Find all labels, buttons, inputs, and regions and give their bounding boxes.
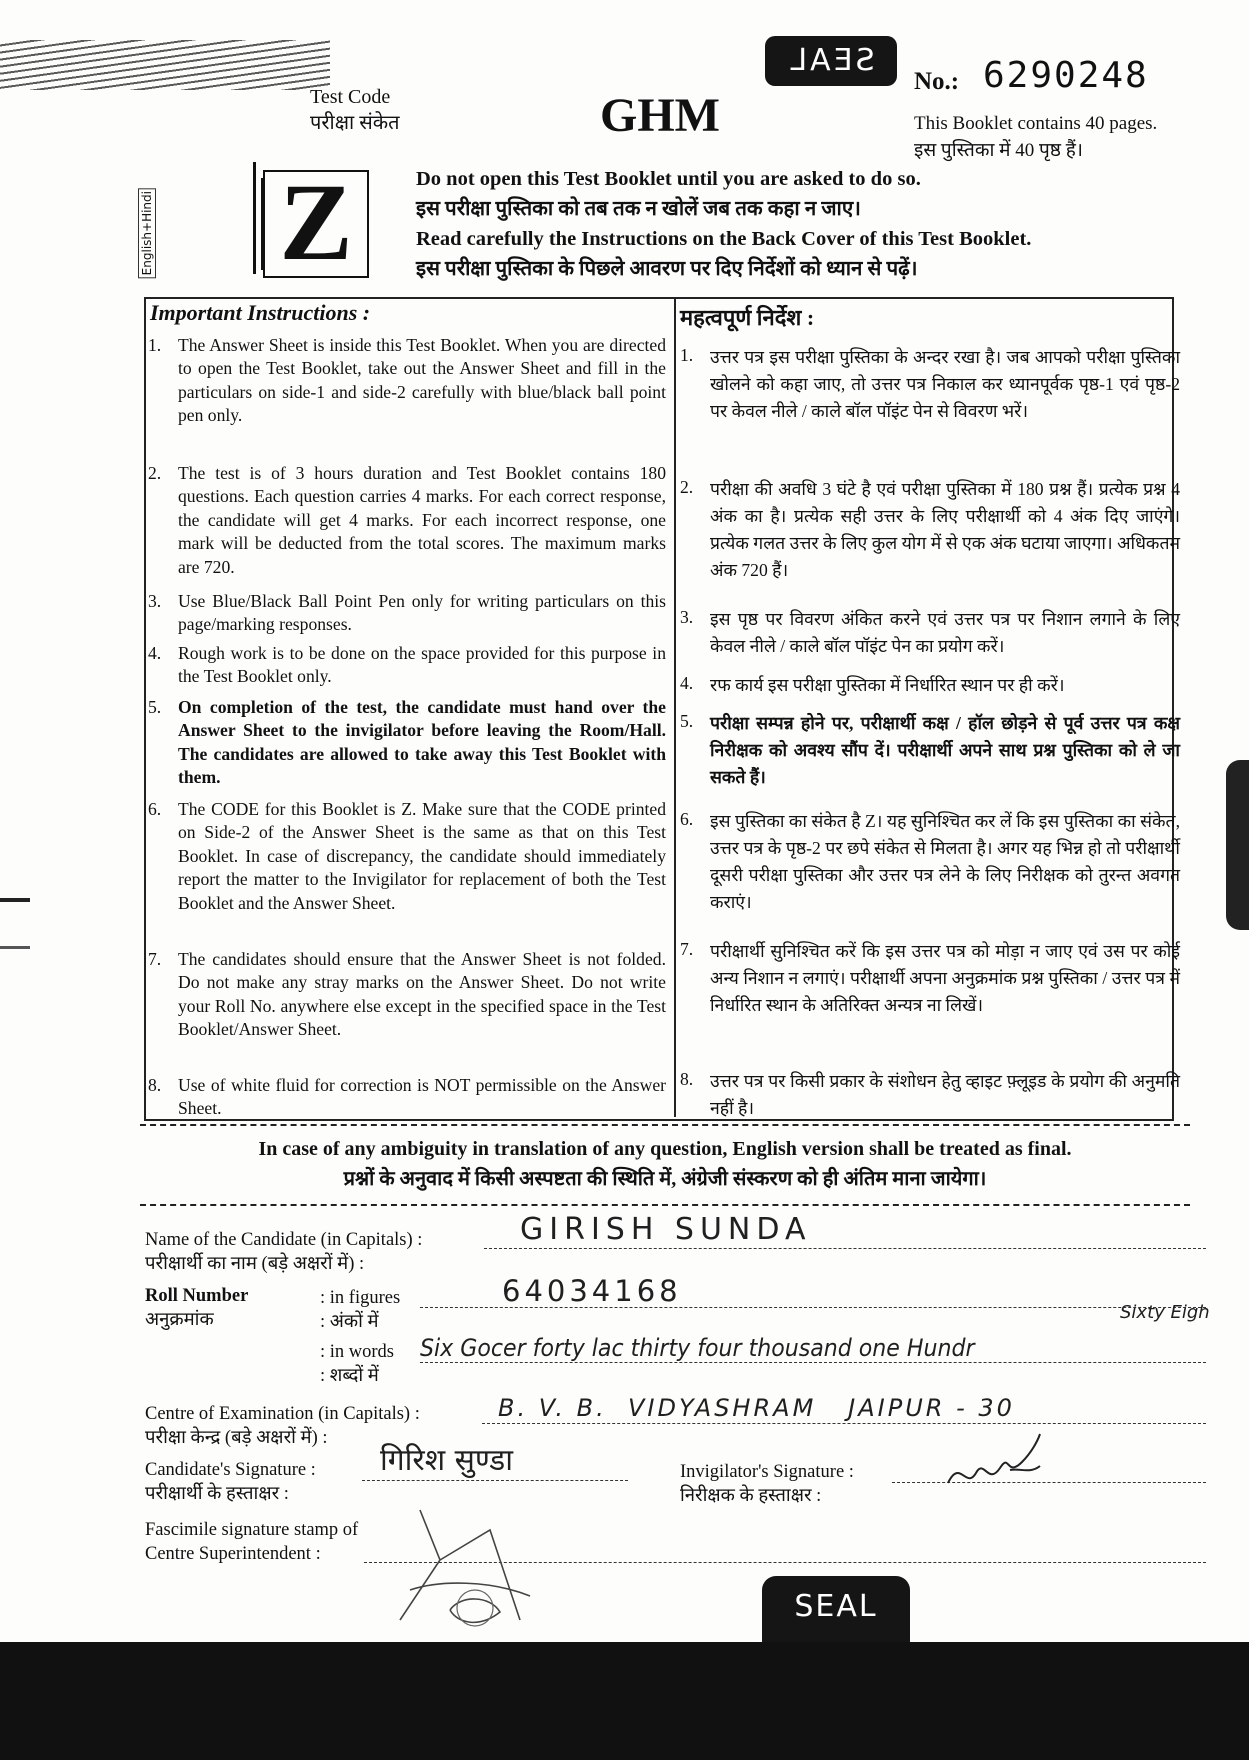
candidate-signature-label-en: Candidate's Signature : (145, 1460, 316, 1480)
top-instruction-line: Do not open this Test Booklet until you are asked to do so. (416, 168, 921, 190)
roll-figures-label-hi: : अंकों में (320, 1312, 379, 1332)
invigilator-signature-label-en: Invigilator's Signature : (680, 1462, 854, 1482)
candidate-name-label-hi: परीक्षार्थी का नाम (बड़े अक्षरों में) : (145, 1254, 365, 1274)
candidate-signature-label (145, 1458, 316, 1506)
top-instruction-line: Read carefully the Instructions on the Back Cover of this Test Booklet. (416, 228, 1032, 250)
candidate-signature-label-hi: परीक्षार्थी के हस्ताक्षर : (145, 1484, 289, 1504)
candidate-name-line (484, 1248, 1206, 1249)
page-count-hi: इस पुस्तिका में 40 पृष्ठ हैं। (914, 140, 1084, 161)
roll-words-label-en: : in words (320, 1342, 394, 1362)
roll-number-label-en: Roll Number (145, 1286, 249, 1306)
left-edge-mark (0, 946, 30, 949)
test-code-hi: परीक्षा संकेत (310, 112, 400, 134)
stamp-label (145, 1518, 358, 1566)
translation-notice-en: In case of any ambiguity in translation of any question, English version shall be treated as final. (258, 1138, 1072, 1160)
translation-notice (140, 1124, 1190, 1206)
roll-words-field[interactable]: Six Gocer forty lac thirty four thousand one Hundr (420, 1334, 975, 1362)
english-instructions-heading: Important Instructions : (150, 300, 371, 325)
language-tag: English+Hindi (138, 188, 156, 278)
hindi-instructions-list: 1. उत्तर पत्र इस परीक्षा पुस्तिका के अन्दर रखा है। जब आपको परीक्षा पुस्तिका खोलने को कहा जाए, तो उत्तर पत्र निकाल कर ध्यानपूर्वक पृष्ठ-1 एवं पृष्ठ-2 पर केवल नीले / काले बॉल पॉइंट पेन से विवरण भरें। 2. परीक्षा की अवधि 3 घंटे है एवं परीक्षा पुस्तिका में 180 प्रश्न हैं। प्रत्येक प्रश्न 4 अंक का है। प्रत्येक सही उत्तर के लिए परीक्षार्थी को 4 अंक दिए जाएंगे। प्रत्येक गलत उत्तर के लिए कुल योग में से एक अंक घटाया जाएगा। अधिकतम अंक 720 हैं। 3. इस पृष्ठ पर विवरण अंकित करने एवं उत्तर पत्र पर निशान लगाने के लिए केवल नीले / काले बॉल पॉइंट पेन का प्रयोग करें। 4. रफ कार्य इस परीक्षा पुस्तिका में निर्धारित स्थान पर ही करें। 5. परीक्षा सम्पन्न होने पर, परीक्षार्थी कक्ष / हॉल छोड़ने से पूर्व उत्तर पत्र कक्ष निरीक्षक को अवश्य सौंप दें। परीक्षार्थी अपने साथ प्रश्न पुस्तिका को ले जा सकते हैं। 6. इस पुस्तिका का संकेत है Z। यह सुनिश्चित कर लें कि इस पुस्तिका का संकेत, उत्तर पत्र के पृष्ठ-2 पर छपे संकेत से मिलता है। अगर यह भिन्न हो तो परीक्षार्थी दूसरी परीक्षा पुस्तिका और उत्तर पत्र लेने के लिए निरीक्षक को तुरन्त अवगत कराएं। 7. परीक्षार्थी सुनिश्चित करें कि इस उत्तर पत्र को मोड़ा न जाए एवं उस पर कोई अन्य निशान न लगाएं। परीक्षार्थी अपना अनुक्रमांक प्रश्न पुस्तिका / उत्तर पत्र में निर्धारित स्थान के अतिरिक्त अन्यत्र ना लिखें। 8. उत्तर पत्र पर किसी प्रकार के संशोधन हेतु व्हाइट फ़्लूइड के प्रयोग की अनुमति नहीं है। (680, 345, 1180, 1118)
candidate-name-field[interactable]: GIRISH SUNDA (520, 1212, 812, 1247)
bottom-black-band (0, 1642, 1249, 1760)
candidate-signature-field[interactable]: गिरिश सुण्डा (380, 1443, 513, 1478)
english-instructions-list: 1. The Answer Sheet is inside this Test Booklet. When you are directed to open the Test Booklet, take out the Answer Sheet and fill in the particulars on side-1 and side-2 carefully with blue/black ball point pen only. 2. The test is of 3 hours duration and Test Booklet contains 180 questions. Each question carries 4 marks. For each correct response, the candidate will get 4 marks. For each incorrect response, one mark will be deducted from the total scores. The maximum marks are 720. 3. Use Blue/Black Ball Point Pen only for writing particulars on this page/marking responses. 4. Rough work is to be done on the space provided for this purpose in the Test Booklet only. 5. On completion of the test, the candidate must hand over the Answer Sheet to the invigilator before leaving the Room/Hall. The candidates are allowed to take away this Test Booklet with them. 6. The CODE for this Booklet is Z. Make sure that the CODE printed on Side-2 of the Answer Sheet is the same as that on this Test Booklet. In case of discrepancy, the candidate should immediately report the matter to the Invigilator for replacement of both the Test Booklet and the Answer Sheet. 7. The candidates should ensure that the Answer Sheet is not folded. Do not make any stray marks on the Answer Sheet. Do not write your Roll No. anywhere else except in the specified space in the Test Booklet/Answer Sheet. 8. Use of white fluid for correction is NOT permissible on the Answer Sheet. (148, 335, 666, 1119)
translation-notice-hi: प्रश्नों के अनुवाद में किसी अस्पष्टता की स्थिति में, अंग्रेजी संस्करण को ही अंतिम माना जायेगा। (343, 1168, 987, 1190)
page-count-en: This Booklet contains 40 pages. (914, 113, 1158, 134)
roll-number-label (145, 1284, 248, 1332)
test-code-en: Test Code (310, 86, 391, 108)
left-edge-mark (0, 898, 30, 902)
roll-words-line (420, 1362, 1206, 1363)
invigilator-signature-label-hi: निरीक्षक के हस्ताक्षर : (680, 1486, 822, 1506)
paper-title: GHM (600, 89, 720, 142)
top-instruction-line: इस परीक्षा पुस्तिका को तब तक न खोलें जब तक कहा न जाए। (416, 198, 861, 220)
superintendent-stamp-scribble (380, 1500, 570, 1640)
centre-label-en: Centre of Examination (in Capitals) : (145, 1404, 420, 1424)
centre-label (145, 1402, 420, 1450)
instructions-divider (674, 299, 676, 1117)
centre-line (482, 1423, 1206, 1424)
invigilator-signature-scribble[interactable] (940, 1428, 1050, 1498)
top-seal: SEAL (765, 36, 897, 86)
roll-figures-field[interactable]: 64034168 (502, 1274, 682, 1308)
stamp-label-line2: Centre Superintendent : (145, 1544, 321, 1564)
candidate-signature-line (362, 1480, 628, 1481)
roll-words-overflow: Sixty Eigh (1120, 1302, 1210, 1323)
roll-words-label-hi: : शब्दों में (320, 1366, 379, 1386)
roll-number-label-hi: अनुक्रमांक (145, 1310, 214, 1330)
roll-figures-label (320, 1286, 400, 1334)
roll-words-label (320, 1340, 394, 1388)
candidate-name-label-en: Name of the Candidate (in Capitals) : (145, 1230, 423, 1250)
booklet-number-label: No.: (914, 68, 960, 95)
centre-field[interactable]: B. V. B. VIDYASHRAM JAIPUR - 30 (498, 1394, 1015, 1422)
code-letter: Z (279, 161, 353, 283)
roll-figures-label-en: : in figures (320, 1288, 401, 1308)
bottom-seal: SEAL (762, 1576, 910, 1642)
hindi-instructions-heading: महत्वपूर्ण निर्देश : (680, 305, 815, 330)
centre-label-hi: परीक्षा केन्द्र (बड़े अक्षरों में) : (145, 1428, 328, 1448)
right-edge-tab (1226, 760, 1249, 930)
candidate-name-label (145, 1228, 422, 1276)
top-instruction-line: इस परीक्षा पुस्तिका के पिछले आवरण पर दिए निर्देशों को ध्यान से पढ़ें। (416, 258, 918, 280)
booklet-number: 6290248 (983, 55, 1149, 96)
invigilator-signature-label (680, 1460, 854, 1508)
stamp-label-line1: Fascimile signature stamp of (145, 1520, 359, 1540)
